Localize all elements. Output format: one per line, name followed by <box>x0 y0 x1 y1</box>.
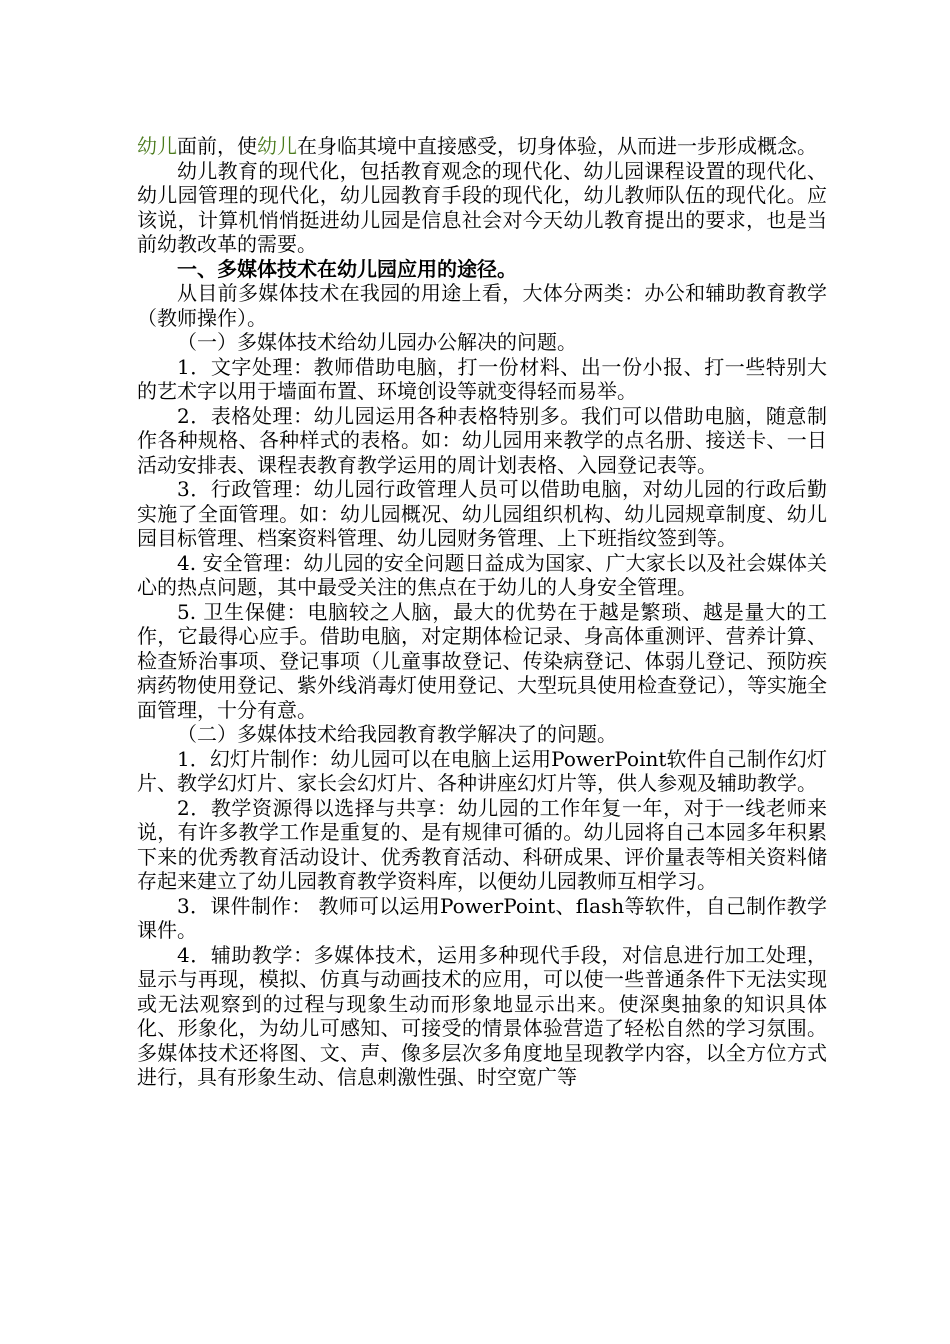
list-item: 4. 安全管理：幼儿园的安全问题日益成为国家、广大家长以及社会媒体关心的热点问题，其中最受关注的焦点在于幼儿的人身安全管理。 <box>137 550 827 599</box>
list-item: 2．教学资源得以选择与共享：幼儿园的工作年复一年，对于一线老师来说，有许多教学工作是重复的、是有规律可循的。幼儿园将自己本园多年积累下来的优秀教育活动设计、优秀教育活动、科研成果、评价量表等相关资料储存起来建立了幼儿园教育教学资料库，以便幼儿园教师互相学习。 <box>137 795 827 893</box>
list-item: 2．表格处理：幼儿园运用各种表格特别多。我们可以借助电脑，随意制作各种规格、各种样式的表格。如：幼儿园用来教学的点名册、接送卡、一日活动安排表、课程表教育教学运用的周计划表格、入园登记表等。 <box>137 403 827 477</box>
paragraph: 幼儿教育的现代化，包括教育观念的现代化、幼儿园课程设置的现代化、幼儿园管理的现代化，幼儿园教育手段的现代化，幼儿教师队伍的现代化。应该说，计算机悄悄挺进幼儿园是信息社会对今天幼儿教育提出的要求，也是当前幼教改革的需要。 <box>137 158 827 256</box>
paragraph: 从目前多媒体技术在我园的用途上看，大体分两类：办公和辅助教育教学（教师操作）。 <box>137 281 827 330</box>
list-item: 1．文字处理：教师借助电脑，打一份材料、出一份小报、打一些特别大的艺术字以用于墙面布置、环境创设等就变得轻而易举。 <box>137 354 827 403</box>
document-page <box>137 134 827 1090</box>
list-item: 5. 卫生保健：电脑较之人脑，最大的优势在于越是繁琐、越是量大的工作，它最得心应手。借助电脑，对定期体检记录、身高体重测评、营养计算、检查矫治事项、登记事项（儿童事故登记、传染病登记、体弱儿登记、预防疾病药物使用登记、紫外线消毒灯使用登记、大型玩具使用检查登记），等实施全面管理，十分有意。 <box>137 599 827 722</box>
list-item: 1．幻灯片制作：幼儿园可以在电脑上运用PowerPoint软件自己制作幻灯片、教学幻灯片、家长会幻灯片、各种讲座幻灯片等，供人参观及辅助教学。 <box>137 746 827 795</box>
subsection-heading: （二）多媒体技术给我园教育教学解决了的问题。 <box>177 722 617 746</box>
section-heading: 一、多媒体技术在幼儿园应用的途径。 <box>177 256 517 281</box>
subsection-heading: （一）多媒体技术给幼儿园办公解决的问题。 <box>177 330 577 354</box>
text-run: 面前，使 <box>177 134 257 158</box>
list-item: 4．辅助教学：多媒体技术，运用多种现代手段，对信息进行加工处理，显示与再现，模拟、仿真与动画技术的应用，可以使一些普通条件下无法实现或无法观察到的过程与现象生动而形象地显示出来。使深奥抽象的知识具体化、形象化，为幼儿可感知、可接受的情景体验营造了轻松自然的学习氛围。多媒体技术还将图、文、声、像多层次多角度地呈现教学内容，以全方位方式进行，具有形象生动、信息刺激性强、时空宽广等 <box>137 942 827 1089</box>
text-run: 在身临其境中直接感受，切身体验，从而进一步形成概念。 <box>297 134 817 158</box>
paragraph-continuation <box>137 134 827 159</box>
highlighted-term: 幼儿 <box>257 134 297 158</box>
list-item: 3．课件制作： 教师可以运用PowerPoint、flash等软件，自己制作教学课件。 <box>137 893 827 942</box>
list-item: 3．行政管理：幼儿园行政管理人员可以借助电脑，对幼儿园的行政后勤实施了全面管理。如：幼儿园概况、幼儿园组织机构、幼儿园规章制度、幼儿园目标管理、档案资料管理、幼儿园财务管理、上下班指纹签到等。 <box>137 477 827 550</box>
highlighted-term: 幼儿 <box>137 134 177 158</box>
